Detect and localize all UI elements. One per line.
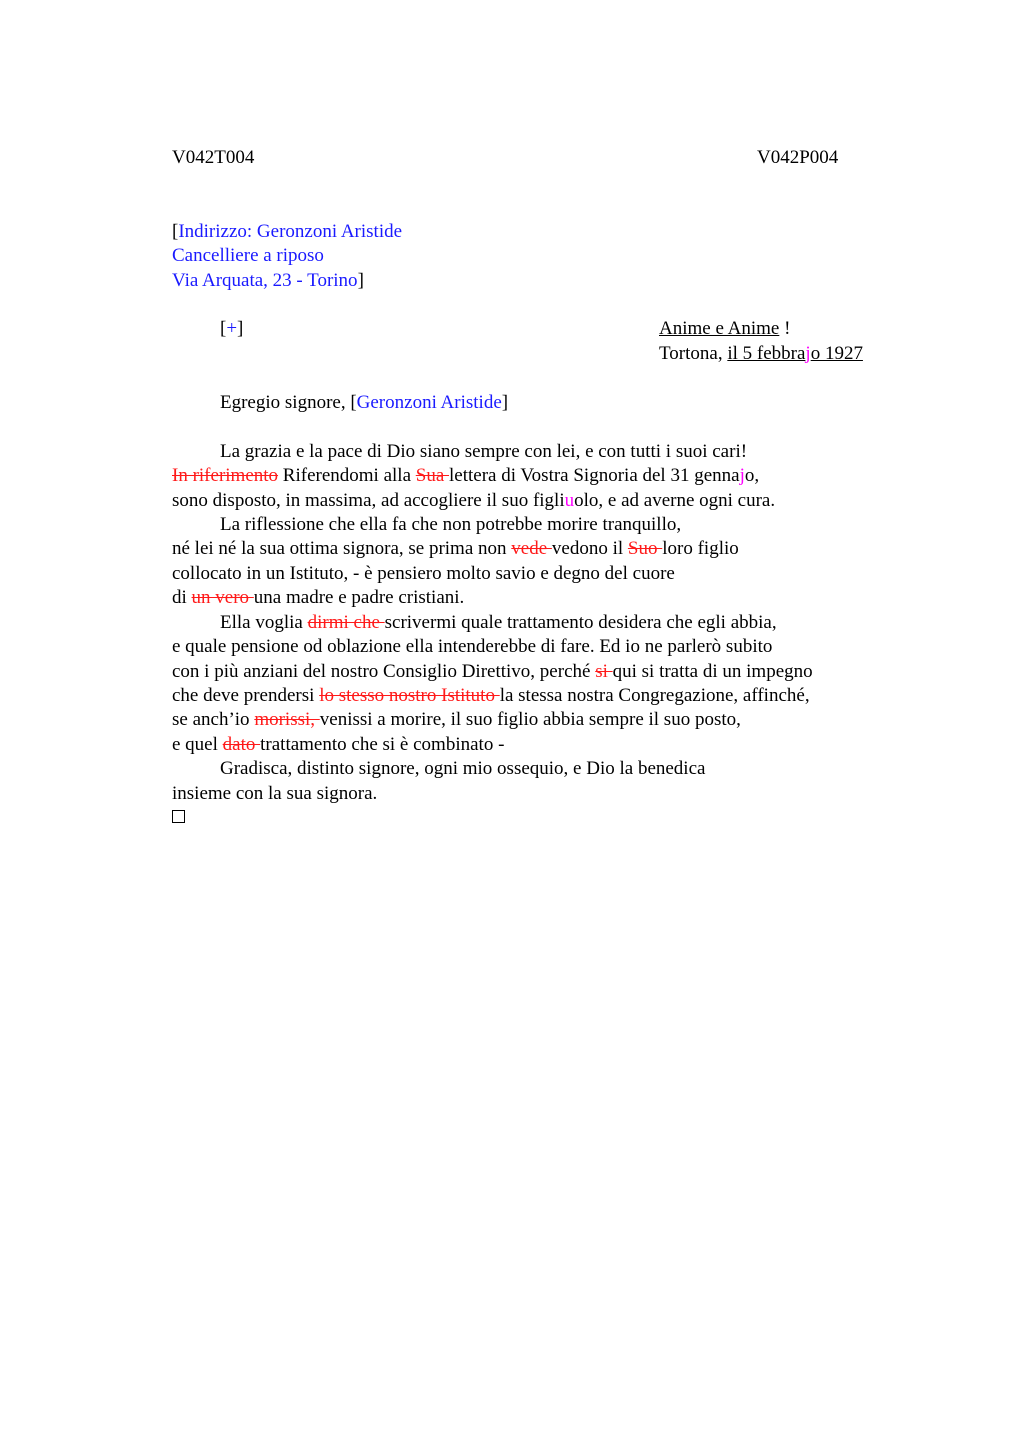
end-square-icon	[172, 810, 185, 823]
body-text: olo, e ad averne ogni cura.	[574, 490, 776, 511]
body-line: La riflessione che ella fa che non potrebbe morire tranquillo,	[220, 514, 682, 535]
body-line	[172, 734, 504, 756]
cross-symbol: +	[226, 318, 238, 339]
body-text: con i più anziani del nostro Consiglio Direttivo, perché	[172, 661, 596, 682]
body-line	[172, 709, 741, 731]
body-line: e quale pensione od oblazione ella intenderebbe di fare. Ed io ne parlerò subito	[172, 636, 773, 657]
body-text: loro figlio	[662, 538, 739, 559]
date-part-a: il 5 febbra	[727, 343, 806, 364]
body-text: che deve prendersi	[172, 685, 320, 706]
body-line	[172, 490, 775, 512]
body-line: Gradisca, distinto signore, ogni mio ossequio, e Dio la benedica	[220, 758, 706, 779]
address-street: Via Arquata, 23 - Torino	[172, 270, 358, 291]
address-line-2: Cancelliere a riposo	[172, 245, 324, 266]
document-code-left: V042T004	[172, 147, 255, 168]
date-correction: j	[805, 343, 811, 364]
body-text: vedono il	[551, 538, 628, 559]
salutation-name: Geronzoni Aristide	[356, 392, 502, 413]
deleted-text: Suo	[627, 538, 663, 559]
body-text: qui si tratta di un impegno	[612, 661, 813, 682]
body-text: Ella voglia	[220, 612, 308, 633]
deleted-text: dato	[222, 734, 261, 755]
date-value	[727, 343, 863, 364]
deleted-text: morissi,	[254, 709, 320, 730]
body-text: lettera di Vostra Signoria del 31 genna	[449, 465, 740, 486]
body-line	[172, 465, 759, 487]
body-line	[172, 587, 464, 609]
body-line	[172, 538, 739, 560]
deleted-text: vede	[511, 538, 552, 559]
correction-text: u	[564, 490, 575, 511]
body-text: la stessa nostra Congregazione, affinché,	[499, 685, 810, 706]
dateline	[659, 343, 863, 365]
deleted-text: Sua	[415, 465, 450, 486]
motto-text: Anime e Anime	[659, 318, 780, 339]
deleted-text: dirmi che	[307, 612, 385, 633]
date-place: Tortona,	[659, 343, 728, 364]
body-text: una madre e padre cristiani.	[253, 587, 465, 608]
salutation: Egregio signore, [Geronzoni Aristide]	[220, 392, 509, 413]
body-line	[172, 685, 810, 707]
body-text: o,	[744, 465, 760, 486]
date-part-b: o 1927	[810, 343, 863, 364]
motto	[659, 318, 790, 340]
body-text: trattamento che si è combinato -	[260, 734, 505, 755]
address-name: Indirizzo: Geronzoni Aristide	[178, 221, 403, 242]
deleted-text: lo stesso nostro Istituto	[319, 685, 500, 706]
body-line	[172, 661, 813, 683]
body-line: collocato in un Istituto, - è pensiero molto savio e degno del cuore	[172, 563, 675, 584]
document-code-right: V042P004	[757, 147, 839, 168]
body-line: La grazia e la pace di Dio siano sempre con lei, e con tutti i suoi cari!	[220, 441, 748, 462]
body-line: insieme con la sua signora.	[172, 783, 378, 804]
deleted-text: si	[595, 661, 613, 682]
cross-mark: [+]	[220, 318, 244, 339]
deleted-text: un vero	[191, 587, 254, 608]
body-text: di	[172, 587, 192, 608]
body-text: né lei né la sua ottima signora, se prima non	[172, 538, 512, 559]
body-text: venissi a morire, il suo figlio abbia sempre il suo posto,	[319, 709, 741, 730]
body-text: Riferendomi alla	[278, 465, 416, 486]
body-text: e quel	[172, 734, 223, 755]
body-text: se anch’io	[172, 709, 255, 730]
body-line	[220, 612, 777, 634]
body-text: sono disposto, in massima, ad accogliere il suo figli	[172, 490, 565, 511]
address-line-3: Via Arquata, 23 - Torino]	[172, 270, 364, 291]
correction-text: j	[739, 465, 745, 486]
address-line-1: [Indirizzo: Geronzoni Aristide	[172, 221, 403, 242]
motto-excl: !	[779, 318, 791, 339]
body-text: scrivermi quale trattamento desidera che egli abbia,	[384, 612, 777, 633]
salutation-text: Egregio signore,	[220, 392, 351, 413]
deleted-text: In riferimento	[172, 465, 279, 486]
